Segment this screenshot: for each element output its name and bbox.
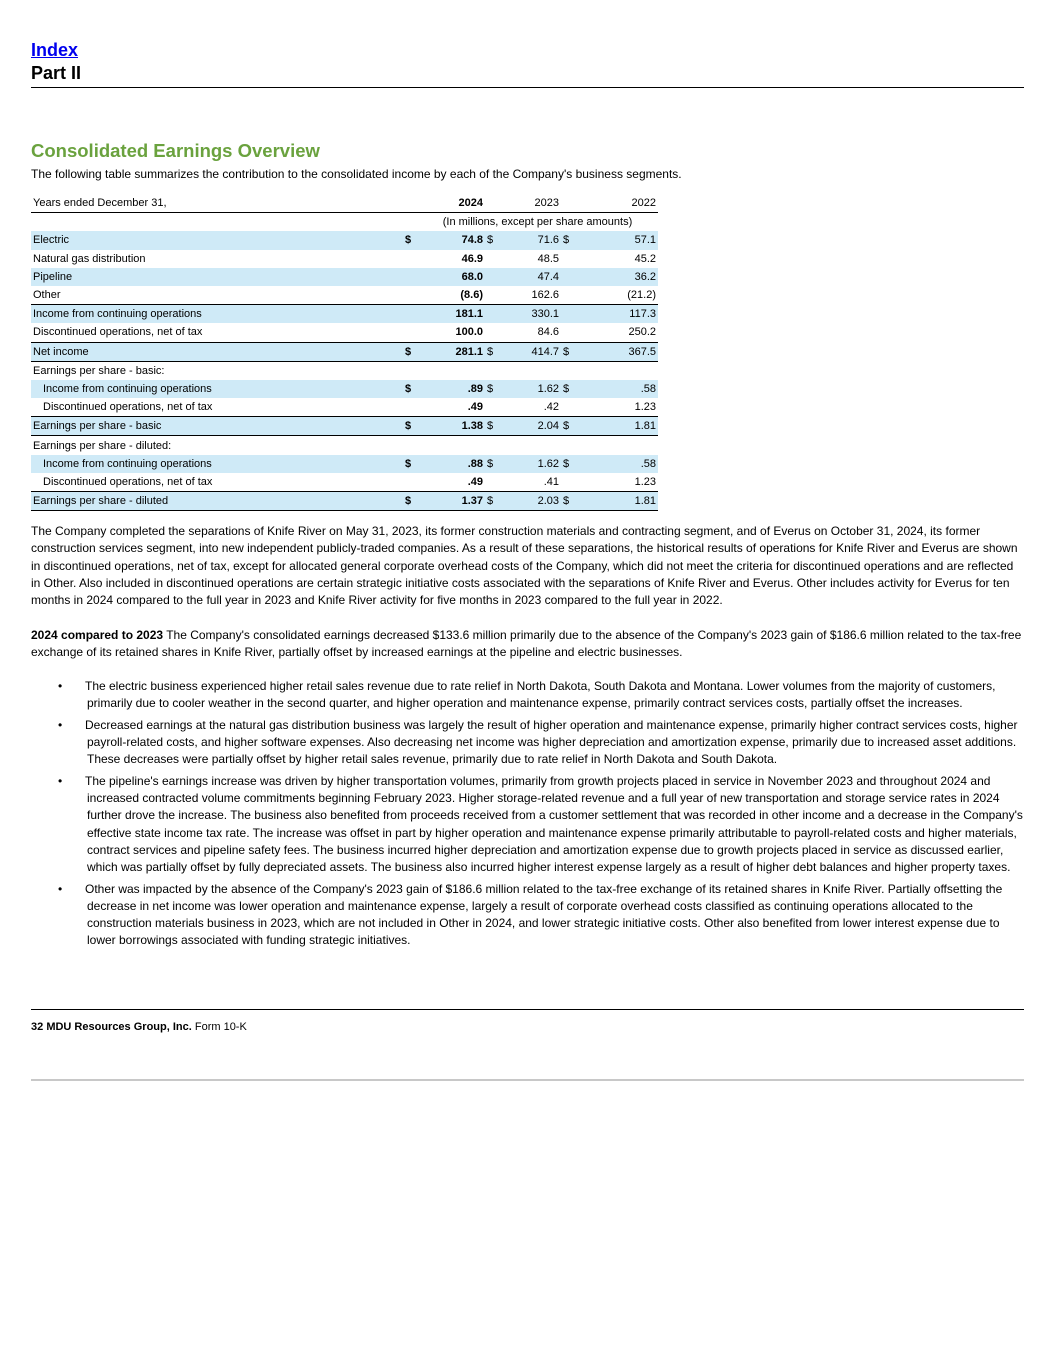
value-2023: 414.7: [499, 342, 561, 361]
row-label: Other: [31, 286, 403, 305]
value-2022: 367.5: [575, 342, 658, 361]
currency-2022: $: [561, 492, 575, 511]
value-2022: 36.2: [634, 270, 656, 283]
value-2024: 1.37: [417, 492, 485, 511]
currency-2023: [485, 305, 499, 324]
table-row: [31, 455, 658, 473]
currency-2024: [403, 323, 417, 342]
table-header-row: [31, 194, 658, 213]
row-label: Earnings per share - diluted: [31, 492, 403, 511]
value-2023: 162.6: [499, 286, 561, 305]
currency-2024: [403, 436, 417, 455]
value-2024: .49: [417, 398, 485, 417]
table-row: [31, 417, 658, 436]
currency-2023: $: [487, 234, 494, 247]
bullet-icon: •: [58, 717, 63, 732]
index-link[interactable]: Index: [31, 40, 79, 60]
bullet-text: Other was impacted by the absence of the Company's 2023 gain of $186.6 million related to the tax-free exchange of its retained shares in Knife River. Partially offsetting the decrease in net income was lower operation and maintenance expense, largely a result of corporate overhead costs classified as continuing operations allocated to the construction materials business in 2023, which are not included in Other in 2024, and lower strategic initiative costs. Other also benefited from lower interest expense due to lower borrowings associated with funding strategic initiatives.: [85, 881, 1003, 948]
units-label: (In millions, except per share amounts): [442, 216, 633, 229]
value-2024: [417, 436, 485, 455]
value-2024: .49: [417, 473, 485, 492]
value-2024: 100.0: [417, 323, 485, 342]
currency-2024: $: [405, 234, 412, 247]
year-2023: 2023: [499, 194, 561, 213]
table-row: [31, 492, 658, 511]
page-footer: [31, 1021, 247, 1033]
currency-2022: [561, 361, 575, 380]
currency-2022: [561, 473, 575, 492]
row-label: Electric: [33, 234, 70, 247]
currency-2024: $: [403, 417, 417, 436]
row-label: Income from continuing operations: [33, 308, 202, 321]
table-body: [31, 231, 658, 510]
value-2023: 48.5: [537, 252, 559, 265]
currency-2023: [485, 250, 499, 268]
section-intro: The following table summarizes the contribution to the consolidated income by each of the Company's business segments.: [31, 167, 682, 181]
row-label: Net income: [31, 342, 403, 361]
currency-2022: $: [563, 234, 570, 247]
row-label: Earnings per share - basic:: [33, 364, 165, 377]
currency-2024: $: [403, 342, 417, 361]
bullet-text: The electric business experienced higher retail sales revenue due to rate relief in North Dakota, South Dakota and Montana. Lower volumes from the majority of customers, primarily due to cooler weather in the second quarter, and higher operation and maintenance expense, primarily contract services costs, partially offset the increases.: [85, 679, 996, 711]
currency-2022: $: [561, 342, 575, 361]
units-row: [31, 213, 658, 232]
currency-2023: $: [485, 492, 499, 511]
currency-2022: [561, 286, 575, 305]
currency-2022: [561, 305, 575, 324]
bullet-text: Decreased earnings at the natural gas distribution business was largely the result of higher operation and maintenance expense, primarily higher contract services costs, higher payroll-related costs, and higher software expenses. Also decreasing net income was higher depreciation and amortization expense, primarily due to increased asset additions. These decreases were partially offset by higher retail sales revenue, primarily due to rate relief in North Dakota and South Dakota.: [85, 717, 1018, 767]
currency-2023: $: [485, 417, 499, 436]
currency-2024: [403, 250, 417, 268]
currency-2024: [403, 473, 417, 492]
value-2022: .58: [640, 382, 656, 395]
value-2023: [499, 436, 561, 455]
value-2023: [499, 361, 561, 380]
table-row: [31, 231, 658, 249]
value-2022: 117.3: [629, 308, 656, 321]
currency-2022: $: [563, 457, 570, 470]
currency-2024: [403, 305, 417, 324]
table-row: [31, 323, 658, 342]
comparison-heading: 2024 compared to 2023: [31, 628, 164, 642]
value-2023: 84.6: [499, 323, 561, 342]
comparison-text: The Company's consolidated earnings decreased $133.6 million primarily due to the absence of the Company's 2023 gain of $186.6 million related to the tax-free exchange of its retained shares in Knife River, partially offset by increased earnings at the pipeline and electric businesses.: [31, 628, 1022, 660]
value-2023: 2.04: [499, 417, 561, 436]
value-2023: 1.62: [537, 457, 559, 470]
part-heading: Part II: [31, 63, 82, 83]
table-row: [31, 473, 658, 492]
table-row: [31, 398, 658, 417]
value-2022: [575, 361, 658, 380]
page: [31, 38, 1024, 1033]
currency-2023: $: [487, 382, 494, 395]
table-row: [31, 250, 658, 268]
year-2022: 2022: [575, 194, 658, 213]
comparison-paragraph: [31, 627, 1024, 662]
value-2022: 45.2: [634, 252, 656, 265]
currency-2023: [485, 473, 499, 492]
value-2022: (21.2): [575, 286, 658, 305]
year-2024: 2024: [417, 194, 485, 213]
bullet-other: [31, 881, 1024, 950]
value-2022: 1.23: [575, 398, 658, 417]
value-2022: 57.1: [634, 234, 656, 247]
value-2024: 68.0: [461, 270, 483, 283]
bullet-text: The pipeline's earnings increase was driven by higher transportation volumes, primarily from growth projects placed in service in November 2023 and throughout 2024 and increased contracted volume commitments beginning February 2023. Higher storage-related revenue and a full year of new transportation and storage service rates in 2024 further drove the increase. The business also benefited from proceeds received from a customer settlement that was recorded in other income and a decrease in the Company's effective state income tax rate. The increase was offset in part by higher operation and maintenance expense primarily attributable to payroll-related costs and higher materials, contract services and pipeline safety fees. The business incurred higher depreciation and amortization expense due to growth projects placed in service as discussed earlier, which was partially offset by fully depreciated assets. The business also incurred higher interest expense largely as a result of higher debt balances and higher property taxes.: [85, 774, 1023, 875]
separation-paragraph: The Company completed the separations of Knife River on May 31, 2023, its former construction materials and contracting segment, and of Everus on October 31, 2024, its former construction services segment, into new independent publicly-traded companies. As a result of these separations, the historical results of operations for Knife River and Everus are shown in discontinued operations, net of tax, except for allocated general corporate overhead costs of the Company, which did not meet the criteria for discontinued operations and are reflected in Other. Also included in discontinued operations are certain strategic initiative costs associated with the separations of Knife River and Everus. Other includes activity for Everus for ten months in 2024 compared to the full year in 2023 and Knife River activity for five months in 2023 compared to the full year in 2022.: [31, 524, 1018, 608]
table-row: [31, 286, 658, 305]
currency-2024: [403, 398, 417, 417]
currency-2022: $: [561, 417, 575, 436]
currency-2023: $: [487, 457, 494, 470]
period-label: Years ended December 31,: [31, 194, 403, 213]
table-row: [31, 268, 658, 286]
currency-2023: $: [485, 342, 499, 361]
currency-2023: [485, 361, 499, 380]
form-type: Form 10-K: [191, 1021, 247, 1033]
value-2022: 1.81: [575, 417, 658, 436]
company-name: MDU Resources Group, Inc.: [46, 1021, 192, 1033]
bullet-icon: •: [58, 679, 63, 693]
value-2024: 181.1: [455, 308, 483, 321]
table-row: [31, 361, 658, 380]
currency-2022: [561, 268, 575, 286]
value-2023: 330.1: [531, 308, 559, 321]
table-row: [31, 436, 658, 455]
currency-2022: $: [563, 382, 570, 395]
earnings-table: [31, 194, 658, 511]
value-2023: .42: [499, 398, 561, 417]
currency-2024: [403, 361, 417, 380]
bullet-electric: [31, 678, 1024, 712]
bullet-icon: •: [58, 774, 63, 789]
bullet-pipeline: [31, 773, 1024, 876]
currency-2024: [403, 286, 417, 305]
table-row: [31, 342, 658, 361]
section-title: Consolidated Earnings Overview: [31, 140, 320, 161]
currency-2022: [561, 398, 575, 417]
value-2023: .41: [499, 473, 561, 492]
value-2022: 250.2: [575, 323, 658, 342]
value-2022: 1.23: [575, 473, 658, 492]
bullet-icon: •: [58, 881, 63, 896]
value-2024: .89: [467, 382, 483, 395]
table-row: [31, 380, 658, 398]
currency-2023: [485, 398, 499, 417]
row-label: Earnings per share - basic: [31, 417, 403, 436]
row-label: Income from continuing operations: [43, 457, 212, 470]
value-2024: 281.1: [417, 342, 485, 361]
footer-divider: [31, 1009, 1024, 1010]
value-2023: 47.4: [537, 270, 559, 283]
value-2022: [575, 436, 658, 455]
currency-2023: [485, 323, 499, 342]
value-2024: [417, 361, 485, 380]
currency-2023: [485, 268, 499, 286]
currency-2024: $: [403, 492, 417, 511]
segment-bullets: [31, 678, 1024, 954]
currency-2024: $: [405, 382, 412, 395]
bullet-natural-gas: [31, 717, 1024, 769]
row-label: Discontinued operations, net of tax: [31, 473, 403, 492]
page-number: 32: [31, 1021, 44, 1033]
currency-2023: [485, 286, 499, 305]
value-2024: .88: [467, 457, 483, 470]
value-2022: .58: [640, 457, 656, 470]
value-2023: 2.03: [499, 492, 561, 511]
row-label: Discontinued operations, net of tax: [31, 323, 403, 342]
value-2024: 1.38: [417, 417, 485, 436]
value-2023: 1.62: [537, 382, 559, 395]
row-label: Earnings per share - diluted:: [33, 439, 172, 452]
value-2023: 71.6: [537, 234, 559, 247]
currency-2023: [485, 436, 499, 455]
currency-2024: [403, 268, 417, 286]
table-row: [31, 305, 658, 324]
value-2024: 74.8: [461, 234, 483, 247]
page-end-divider: [31, 1079, 1024, 1081]
row-label: Natural gas distribution: [33, 252, 146, 265]
row-label: Pipeline: [33, 270, 73, 283]
currency-2022: [561, 436, 575, 455]
value-2022: 1.81: [575, 492, 658, 511]
header-divider: [31, 87, 1024, 88]
value-2024: (8.6): [417, 286, 485, 305]
row-label: Income from continuing operations: [43, 382, 212, 395]
row-label: Discontinued operations, net of tax: [31, 398, 403, 417]
currency-2024: $: [405, 457, 412, 470]
currency-2022: [561, 323, 575, 342]
value-2024: 46.9: [461, 252, 483, 265]
currency-2022: [561, 250, 575, 268]
